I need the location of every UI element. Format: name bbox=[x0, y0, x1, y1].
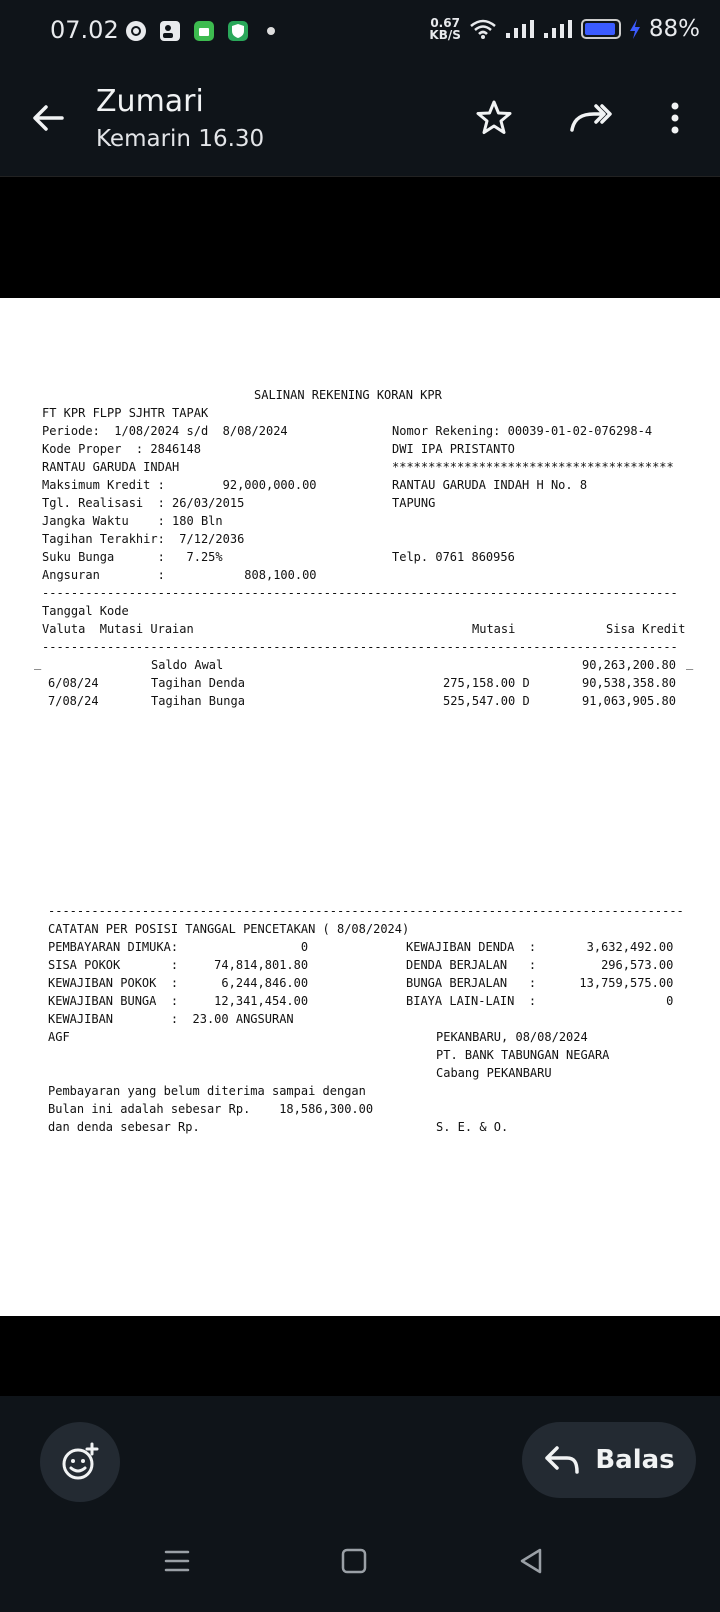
col-header-mutasi: Mutasi bbox=[472, 622, 516, 636]
signoff: S. E. & O. bbox=[436, 1120, 509, 1134]
right-info-1: DWI IPA PRISTANTO bbox=[392, 442, 515, 456]
row-2-desc: Tagihan Bunga bbox=[151, 694, 245, 708]
notes-right-1: DENDA BERJALAN : 296,573.00 bbox=[406, 958, 674, 972]
left-info-2: Kode Proper : 2846148 bbox=[42, 442, 201, 456]
payment-line-1: Pembayaran yang belum diterima sampai dengan bbox=[48, 1084, 366, 1098]
status-time: 07.02 bbox=[50, 16, 119, 44]
left-info-8: Suku Bunga : 7.25% bbox=[42, 550, 223, 564]
row-2-sisa: 91,063,905.80 bbox=[582, 694, 676, 708]
reply-button[interactable] bbox=[522, 1422, 696, 1498]
left-info-0: FT KPR FLPP SJHTR TAPAK bbox=[42, 406, 209, 420]
separator-3: ---------------------------------------------------------------------------------------- bbox=[48, 904, 684, 918]
branch-2: Cabang PEKANBARU bbox=[436, 1066, 552, 1080]
notes-left-4: KEWAJIBAN : 23.00 ANGSURAN bbox=[48, 1012, 294, 1026]
sender-name: Zumari bbox=[96, 84, 204, 119]
menu-icon[interactable] bbox=[162, 1546, 192, 1576]
battery-level bbox=[585, 23, 615, 35]
battery-percent: 88% bbox=[648, 16, 700, 42]
status-system-icons bbox=[429, 16, 700, 42]
branch-1: PT. BANK TABUNGAN NEGARA bbox=[436, 1048, 610, 1062]
message-timestamp: Kemarin 16.30 bbox=[96, 126, 265, 152]
notes-left-5: AGF bbox=[48, 1030, 70, 1044]
right-info-3: RANTAU GARUDA INDAH H No. 8 bbox=[392, 478, 588, 492]
left-info-7: Tagihan Terakhir: 7/12/2036 bbox=[42, 532, 245, 546]
chrome-icon bbox=[125, 20, 147, 42]
network-speed-unit: KB/S bbox=[429, 28, 461, 42]
back-icon[interactable] bbox=[516, 1546, 546, 1576]
back-arrow-icon[interactable] bbox=[28, 98, 68, 138]
signal-1-icon bbox=[505, 18, 535, 40]
row-1-sisa: 90,538,358.80 bbox=[582, 676, 676, 690]
row-2-mutasi: 525,547.00 D bbox=[443, 694, 530, 708]
status-notification-icons bbox=[125, 20, 275, 42]
notes-right-3: BIAYA LAIN-LAIN : 0 bbox=[406, 994, 674, 1008]
notes-title: CATATAN PER POSISI TANGGAL PENCETAKAN ( 8/08/2024) bbox=[48, 922, 410, 936]
notes-left-0: PEMBAYARAN DIMUKA: 0 bbox=[48, 940, 309, 954]
add-reaction-button[interactable] bbox=[40, 1422, 120, 1502]
branch-0: PEKANBARU, 08/08/2024 bbox=[436, 1030, 588, 1044]
col-header-sisa: Sisa Kredit bbox=[606, 622, 686, 636]
battery-icon bbox=[581, 19, 621, 39]
network-speed bbox=[429, 17, 460, 41]
notes-right-2: BUNGA BERJALAN : 13,759,575.00 bbox=[406, 976, 674, 990]
shield-icon bbox=[227, 20, 249, 42]
home-icon[interactable] bbox=[339, 1546, 369, 1576]
left-info-3: RANTAU GARUDA INDAH bbox=[42, 460, 180, 474]
notes-left-2: KEWAJIBAN POKOK : 6,244,846.00 bbox=[48, 976, 309, 990]
row-2-date: 7/08/24 bbox=[48, 694, 99, 708]
row-1-desc: Tagihan Denda bbox=[151, 676, 245, 690]
notes-left-1: SISA POKOK : 74,814,801.80 bbox=[48, 958, 309, 972]
more-options-icon[interactable] bbox=[660, 98, 690, 138]
right-info-0: Nomor Rekening: 00039-01-02-076298-4 bbox=[392, 424, 653, 438]
signal-2-icon bbox=[543, 18, 573, 40]
app-bar bbox=[0, 66, 720, 177]
row-0-desc: Saldo Awal bbox=[151, 658, 224, 672]
reply-label: Balas bbox=[595, 1445, 675, 1475]
left-info-1: Periode: 1/08/2024 s/d 8/08/2024 bbox=[42, 424, 288, 438]
saldo-mark-right: _ bbox=[686, 656, 694, 670]
notes-left-3: KEWAJIBAN BUNGA : 12,341,454.00 bbox=[48, 994, 309, 1008]
contact-card-icon bbox=[159, 20, 181, 42]
wifi-icon bbox=[469, 18, 497, 40]
notes-right-0: KEWAJIBAN DENDA : 3,632,492.00 bbox=[406, 940, 674, 954]
forward-icon[interactable] bbox=[568, 98, 614, 138]
separator-1: ---------------------------------------------------------------------------------------- bbox=[42, 586, 678, 600]
statement-image[interactable] bbox=[0, 298, 720, 1316]
doc-title: SALINAN REKENING KORAN KPR bbox=[254, 388, 442, 402]
col-header-1: Tanggal Kode bbox=[42, 604, 129, 618]
bottom-bar bbox=[0, 1396, 720, 1612]
separator-2: ---------------------------------------------------------------------------------------- bbox=[42, 640, 678, 654]
star-icon[interactable] bbox=[474, 98, 514, 138]
left-info-9: Angsuran : 808,100.00 bbox=[42, 568, 317, 582]
reply-icon bbox=[543, 1444, 581, 1476]
network-speed-value: 0.67 bbox=[430, 16, 460, 30]
payment-line-2: Bulan ini adalah sebesar Rp. 18,586,300.00 bbox=[48, 1102, 374, 1116]
status-bar bbox=[0, 0, 720, 66]
more-notifications-dot bbox=[267, 27, 275, 35]
app-green-icon bbox=[193, 20, 215, 42]
row-1-mutasi: 275,158.00 D bbox=[443, 676, 530, 690]
saldo-mark-left: _ bbox=[34, 656, 42, 670]
right-info-8: Telp. 0761 860956 bbox=[392, 550, 515, 564]
right-info-4: TAPUNG bbox=[392, 496, 436, 510]
charging-icon bbox=[629, 18, 641, 40]
left-info-5: Tgl. Realisasi : 26/03/2015 bbox=[42, 496, 245, 510]
left-info-6: Jangka Waktu : 180 Bln bbox=[42, 514, 223, 528]
payment-line-3: dan denda sebesar Rp. bbox=[48, 1120, 200, 1134]
col-header-2: Valuta Mutasi Uraian bbox=[42, 622, 194, 636]
row-0-sisa: 90,263,200.80 bbox=[582, 658, 676, 672]
row-1-date: 6/08/24 bbox=[48, 676, 99, 690]
right-info-2: *************************************** bbox=[392, 460, 674, 474]
left-info-4: Maksimum Kredit : 92,000,000.00 bbox=[42, 478, 317, 492]
emoji-add-icon bbox=[60, 1442, 100, 1482]
